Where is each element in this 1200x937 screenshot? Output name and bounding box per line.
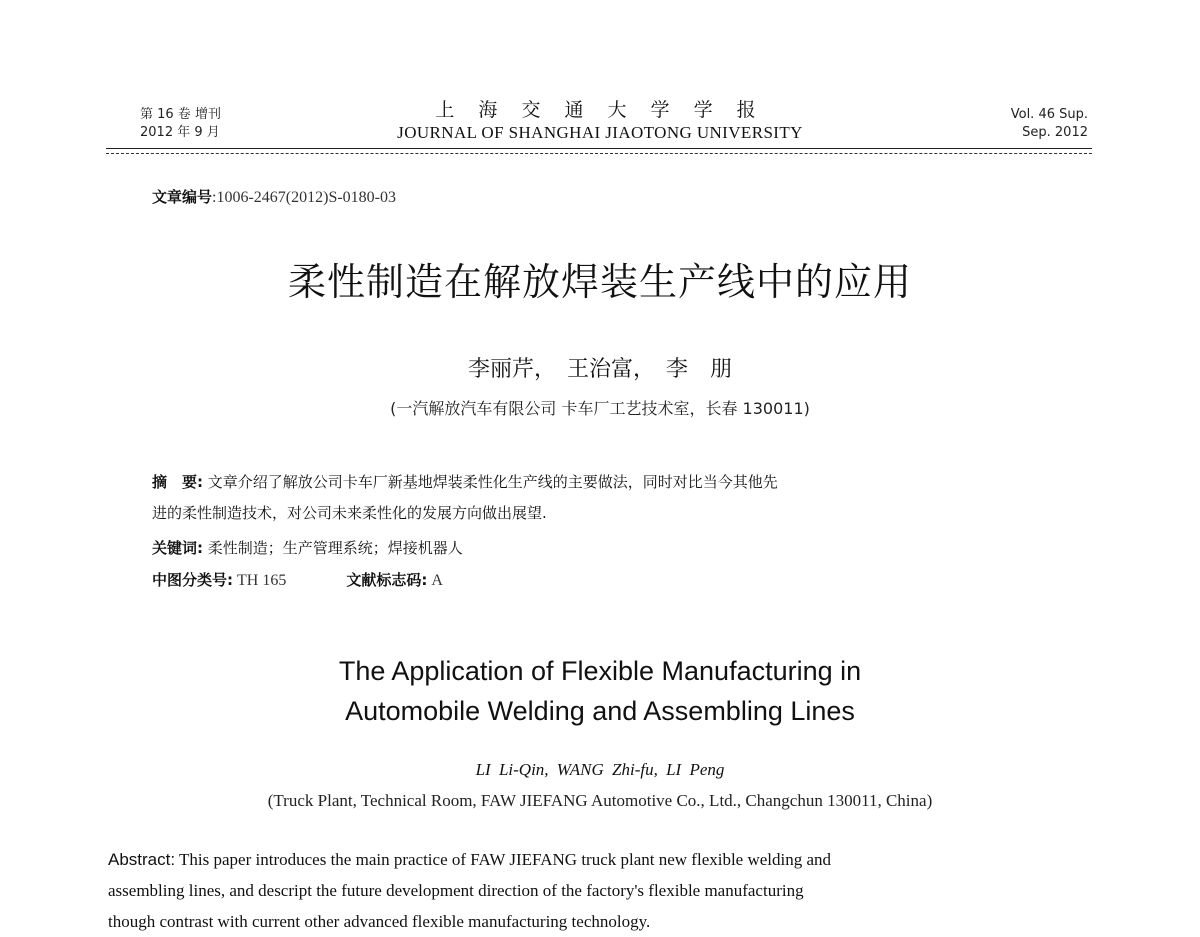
header-volume-en-line1: Vol. 46 Sup.: [1010, 107, 1088, 122]
keywords-cn: [152, 538, 1052, 558]
paper-title-en-line1: The Application of Flexible Manufacturing in: [338, 656, 862, 686]
header-volume: 第 16 卷 增刊: [140, 107, 221, 122]
journal-title-cn: 上 海 交 通 大 学 学 报: [435, 99, 765, 121]
affiliation-cn: (一汽解放汽车有限公司 卡车厂工艺技术室，长春 130011): [390, 399, 810, 418]
doc-code-value: A: [427, 572, 443, 589]
keywords-cn-value: 柔性制造；生产管理系统；焊接机器人: [203, 539, 463, 557]
doc-code-label: 文献标志码:: [346, 571, 428, 589]
authors-en: LI Li-Qin, WANG Zhi-fu, LI Peng: [475, 760, 725, 779]
abstract-en-text3: though contrast with current other advanced flexible manufacturing technology.: [108, 912, 651, 931]
abstract-en-text2: assembling lines, and descript the future development direction of the factory's flexible manufacturing: [108, 881, 804, 900]
abstract-cn-line1: [152, 472, 1052, 492]
clc-label: 中图分类号:: [152, 571, 233, 589]
abstract-en-label: Abstract:: [108, 850, 176, 869]
article-number-label: 文章编号: [152, 188, 213, 206]
abstract-cn-text1: 文章介绍了解放公司卡车厂新基地焊装柔性化生产线的主要做法，同时对比当今其他先: [203, 473, 778, 491]
header-volume-en: [1011, 106, 1088, 142]
header-rule-dashed: [106, 153, 1092, 154]
header-date: 2012 年 9 月: [140, 125, 220, 140]
paper-title-en: [0, 651, 1200, 731]
paper-title-en-line2: Automobile Welding and Assembling Lines: [345, 696, 855, 726]
affiliation-en: (Truck Plant, Technical Room, FAW JIEFANG Automotive Co., Ltd., Changchun 130011, China): [267, 791, 933, 810]
keywords-cn-label: 关键词:: [152, 539, 203, 557]
article-number: [152, 186, 396, 207]
paper-title-cn: 柔性制造在解放焊装生产线中的应用: [287, 260, 912, 304]
header-volume-en-line2: Sep. 2012: [1022, 125, 1088, 140]
abstract-cn-label: 摘 要:: [152, 473, 203, 491]
article-number-value: :1006-2467(2012)S-0180-03: [212, 189, 396, 206]
clc-value: TH 165: [233, 572, 287, 589]
header-rule: [106, 148, 1092, 149]
journal-title-en: JOURNAL OF SHANGHAI JIAOTONG UNIVERSITY: [397, 123, 803, 142]
authors-cn: 李丽芹， 王治富， 李 朋: [467, 357, 732, 382]
abstract-en-text1: This paper introduces the main practice of FAW JIEFANG truck plant new flexible welding and: [175, 850, 832, 869]
abstract-cn-text2: 进的柔性制造技术，对公司未来柔性化的发展方向做出展望.: [152, 504, 547, 522]
abstract-en-line1: [108, 845, 1098, 875]
classification-row: [152, 570, 1052, 591]
